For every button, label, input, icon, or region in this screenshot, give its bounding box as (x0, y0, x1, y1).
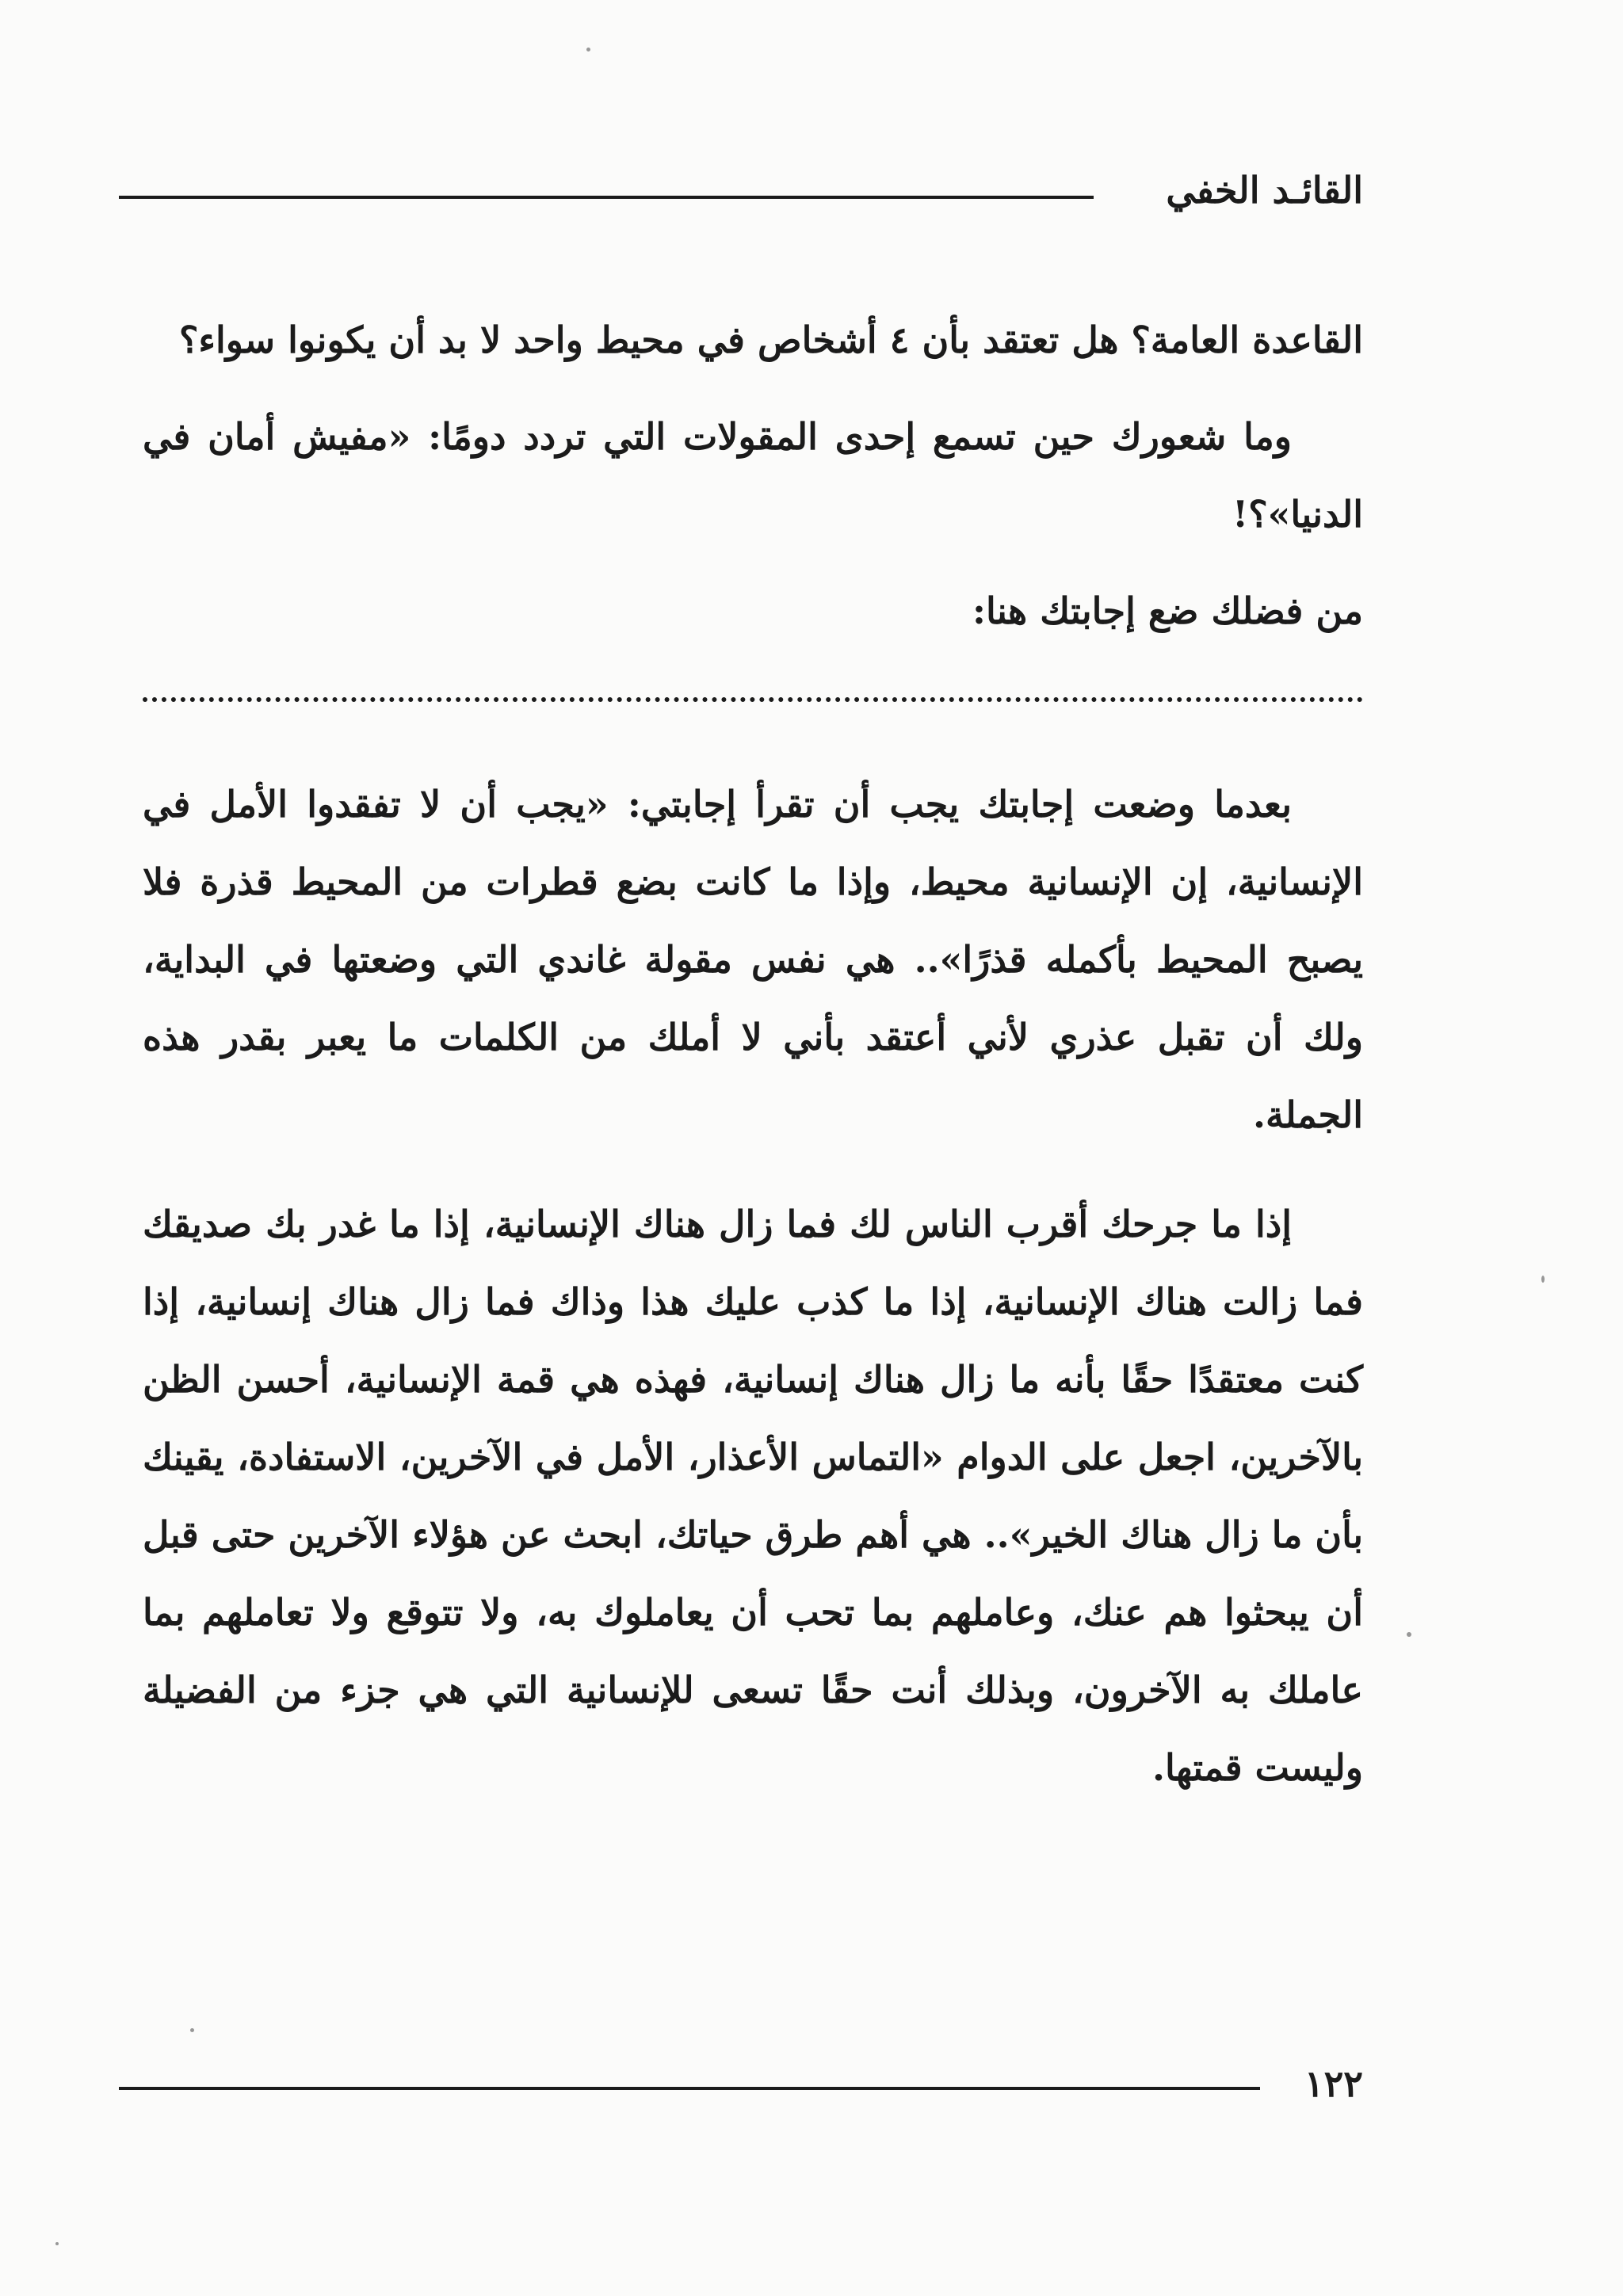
running-header (119, 162, 1363, 226)
book-title: القائـد الخفي (1166, 169, 1363, 212)
header-rule (119, 196, 1094, 199)
question-paragraph-1: القاعدة العامة؟ هل تعتقد بأن ٤ أشخاص في محيط واحد لا بد أن يكونوا سواء؟ (178, 318, 1363, 361)
answer-prompt: من فضلك ضع إجابتك هنا: (972, 589, 1363, 632)
page-number: ١٢٢ (1304, 2062, 1363, 2105)
scan-speck (190, 2028, 194, 2032)
closing-paragraph: إذا ما جرحك أقرب الناس لك فما زال هناك الإنسانية، إذا ما غدر بك صديقك فما زالت هناك الإنسانية، إذا ما كذب عليك هذا وذاك فما زال هناك إنسانية، إذا كنت معتقدًا حقًا بأنه ما زال هناك إنسانية، فهذه هي قمة الإنسانية، أحسن الظن بالآخرين، اجعل على الدوام «التماس الأعذار، الأمل في الآخرين، الاستفادة، يقينك بأن ما زال هناك الخير».. هي أهم طرق حياتك، ابحث عن هؤلاء الآخرين حتى قبل أن يبحثوا هم عنك، وعاملهم بما تحب أن يعاملوك به، ولا تتوقع ولا تعاملهم بما عاملك به الآخرون، وبذلك أنت حقًا تسعى للإنسانية التي هي جزء من الفضيلة وليست قمتها. (143, 1203, 1363, 1789)
answer-dotted-line (143, 666, 1363, 702)
author-answer-paragraph: بعدما وضعت إجابتك يجب أن تقرأ إجابتي: «يجب أن لا تفقدوا الأمل في الإنسانية، إن الإنسانية محيط، وإذا ما كانت بضع قطرات من المحيط قذرة فلا يصبح المحيط بأكمله قذرًا».. هي نفس مقولة غاندي التي وضعتها في البداية، ولك أن تقبل عذري لأني أعتقد بأني لا أملك من الكلمات ما يعبر بقدر هذه الجملة. (143, 783, 1363, 1136)
scan-speck (1407, 1632, 1411, 1637)
scan-speck (1541, 1276, 1545, 1283)
question-paragraph-2: وما شعورك حين تسمع إحدى المقولات التي تردد دومًا: «مفيش أمان في الدنيا»؟! (143, 415, 1363, 536)
footer-rule (119, 2087, 1260, 2090)
scan-speck (55, 2242, 59, 2245)
scan-speck (586, 48, 590, 51)
page-footer (119, 2060, 1363, 2123)
page-body (143, 301, 1363, 1806)
